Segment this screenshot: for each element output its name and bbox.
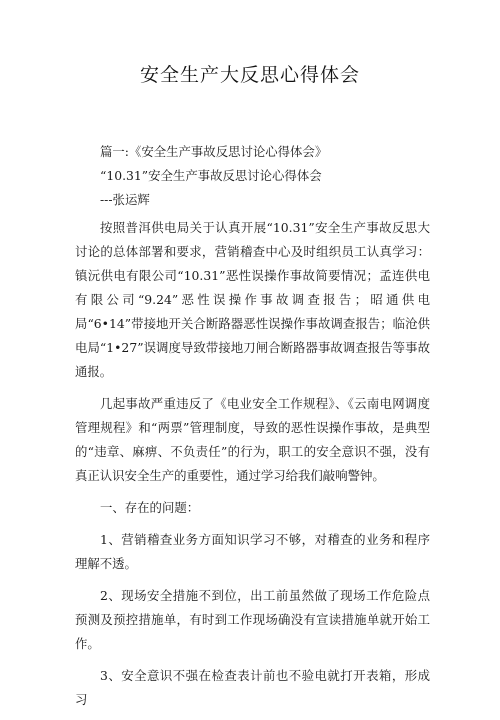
paragraph-problem-1: 1、营销稽查业务方面知识学习不够，对稽查的业务和程序理解不透。 xyxy=(75,532,430,571)
paragraph-heading-problems: 一、存在的问题： xyxy=(100,500,200,515)
document-subtitle: “10.31”安全生产事故反思讨论心得体会 xyxy=(100,168,322,183)
section-heading: 篇一:《安全生产事故反思讨论心得体会》 xyxy=(100,144,328,159)
paragraph-1: 按照普洱供电局关于认真开展“10.31”安全生产事故反思大讨论的总体部署和要求，营销稽查中心及时组织员工认真学习：镇沅供电有限公司“10.31”恶性误操作事故简要情况；孟连供电有限公司“9.24”恶性误操作事故调查报告；昭通供电局“6•14”带接地开关合断路器恶性误操作事故调查报告；临沧供电局“1•27”误调度导致带接地刀闸合断路器事故调查报告等事故通报。 xyxy=(75,220,430,379)
paragraph-problem-2: 2、现场安全措施不到位，出工前虽然做了现场工作危险点预测及预控措施单，有时到工作现场确没有宣读措施单就开始工作。 xyxy=(75,588,430,651)
document-title: 安全生产大反思心得体会 xyxy=(139,64,360,86)
document-body xyxy=(75,140,430,720)
document-author: ---张运辉 xyxy=(100,192,150,207)
paragraph-2: 几起事故严重违反了《电业安全工作规程》、《云南电网调度管理规程》和“两票”管理制度，导致的恶性误操作事故，是典型的“违章、麻痹、不负责任”的行为，职工的安全意识不强，没有真正认识安全生产的重要性，通过学习给我们敲响警钟。 xyxy=(75,396,430,483)
paragraph-problem-3: 3、安全意识不强在检查表计前也不验电就打开表箱，形成习 xyxy=(75,668,430,707)
